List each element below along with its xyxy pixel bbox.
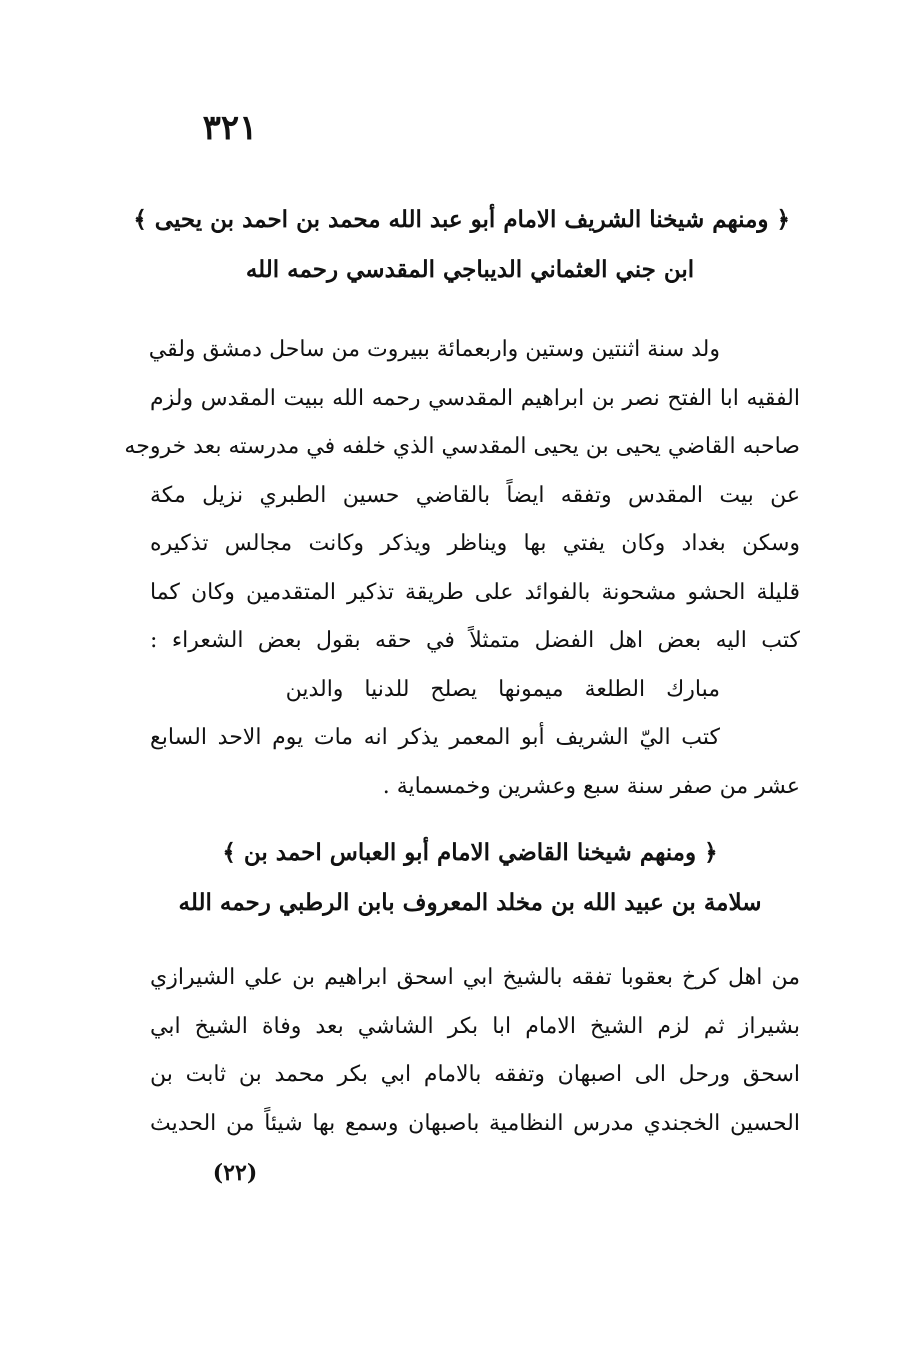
body-line: من اهل كرخ بعقوبا تفقه بالشيخ ابي اسحق ابراهيم بن علي الشيرازي bbox=[150, 965, 800, 990]
heading-line: ﴿ ومنهم شيخنا الشريف الامام أبو عبد الله محمد بن احمد بن يحيى ﴾ bbox=[133, 206, 790, 233]
heading-line: سلامة بن عبيد الله بن مخلد المعروف بابن الرطبي رحمه الله bbox=[178, 889, 762, 916]
section-body-1 bbox=[124, 326, 800, 811]
heading-line: ابن جني العثماني الديباجي المقدسي رحمه الله bbox=[245, 256, 695, 283]
body-line: كتب اليّ الشريف أبو المعمر يذكر انه مات يوم الاحد السابع bbox=[150, 725, 720, 750]
body-line: كتب اليه بعض اهل الفضل متمثلاً في حقه بقول بعض الشعراء : bbox=[150, 628, 800, 653]
section-body-2 bbox=[150, 954, 800, 1148]
body-line: عن بيت المقدس وتفقه ايضاً بالقاضي حسين الطبري نزيل مكة bbox=[150, 482, 800, 508]
heading-line: ﴿ ومنهم شيخنا القاضي الامام أبو العباس احمد بن ﴾ bbox=[222, 839, 718, 866]
verse-line: مبارك الطلعة ميمونها يصلح للدنيا والدين bbox=[285, 676, 720, 702]
body-line: وسكن بغداد وكان يفتي بها ويناظر ويذكر وكانت مجالس تذكيره bbox=[150, 531, 800, 556]
body-line: عشر من صفر سنة سبع وعشرين وخمسماية . bbox=[382, 773, 800, 799]
section-heading-2 bbox=[150, 828, 790, 928]
body-line: قليلة الحشو مشحونة بالفوائد على طريقة تذكير المتقدمين وكان كما bbox=[150, 579, 800, 605]
body-line: صاحبه القاضي يحيى بن يحيى المقدسي الذي خلفه في مدرسته بعد خروجه bbox=[124, 434, 800, 459]
body-line: الفقيه ابا الفتح نصر بن ابراهيم المقدسي رحمه الله ببيت المقدس ولزم bbox=[150, 385, 800, 411]
body-line: اسحق ورحل الى اصبهان وتفقه بالامام ابي بكر محمد بن ثابت بن bbox=[150, 1062, 800, 1087]
page-number: ٣٢١ bbox=[202, 108, 258, 148]
body-line: بشيراز ثم لزم الشيخ الامام ابا بكر الشاشي بعد وفاة الشيخ ابي bbox=[150, 1013, 800, 1039]
section-heading-1 bbox=[133, 195, 790, 295]
signature-mark: (٢٢) bbox=[212, 1160, 258, 1186]
body-line: ولد سنة اثنتين وستين واربعمائة ببيروت من ساحل دمشق ولقي bbox=[148, 337, 720, 362]
body-line: الحسين الخجندي مدرس النظامية باصبهان وسمع بها شيئاً من الحديث bbox=[150, 1110, 800, 1136]
